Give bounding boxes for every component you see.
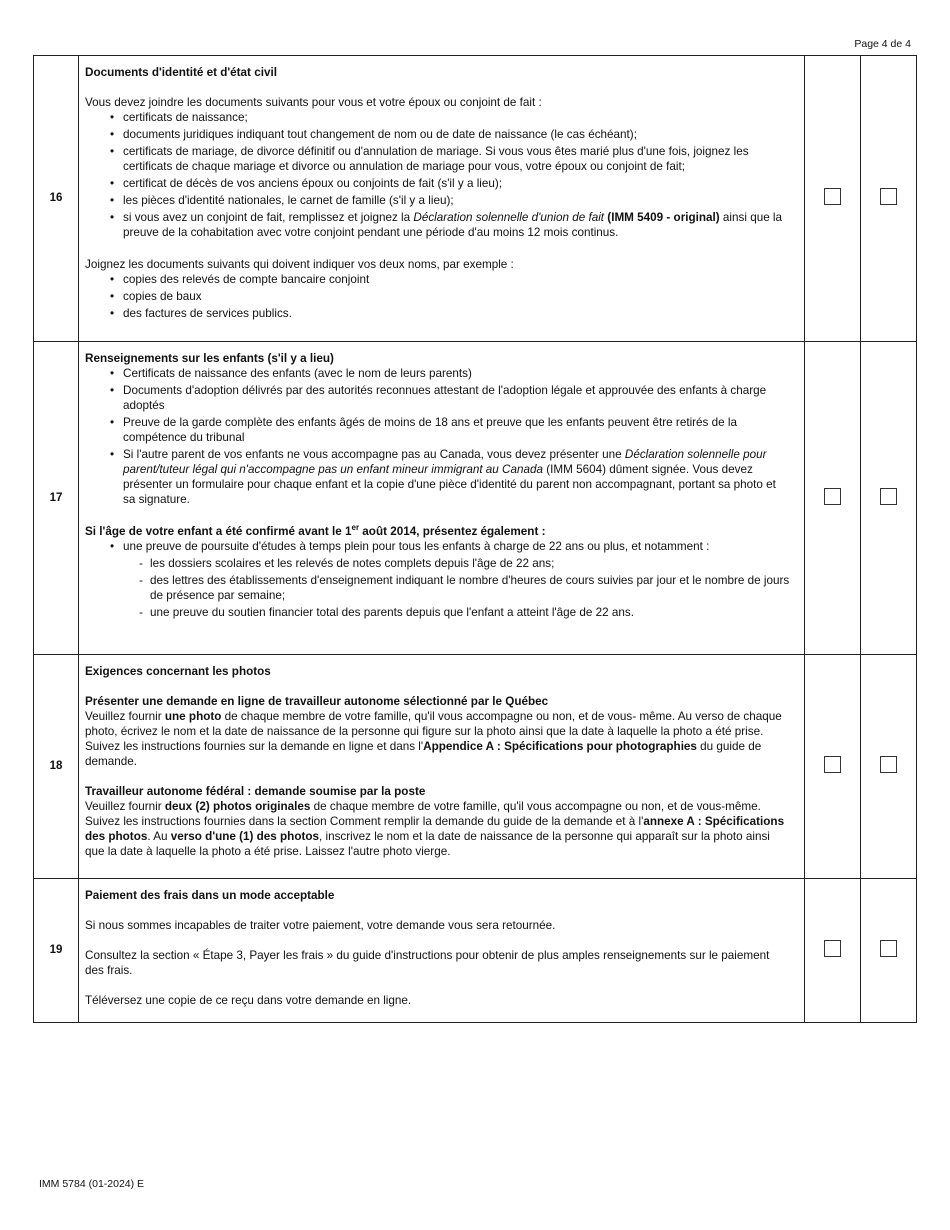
checkbox-cell <box>805 879 861 1023</box>
text-span: (IMM 5604) dûment signée. Vous devez présenter un formulaire pour chaque enfant et la copie d'une pièce d'identité du parent non accompagnant, portant sa photo et sa signature. <box>123 463 776 506</box>
list-item: • Certificats de naissance des enfants (avec le nom de leurs parents) <box>109 366 790 381</box>
bullet-list <box>85 539 790 620</box>
text-span: . Au <box>147 830 171 843</box>
text-span: de chaque membre de votre famille, qu'il vous accompagne ou non, et de vous-même. Suivez les instructions fournies dans la section Comment remplir la demande du guide de la demande et à l' <box>85 800 761 828</box>
checkbox-2[interactable] <box>880 756 897 773</box>
checkbox-2[interactable] <box>880 940 897 957</box>
row-content <box>79 879 805 1023</box>
bold-text: verso d'une (1) des photos <box>170 830 319 843</box>
text-span: , inscrivez le nom et la date de naissance de la personne qui apparaît sur la photo ainsi que la date à laquelle la photo a été prise. Laissez l'autre photo vierge. <box>85 830 770 858</box>
paragraph: Téléversez une copie de ce reçu dans votre demande en ligne. <box>85 994 412 1007</box>
row-number: 16 <box>34 56 79 342</box>
checkbox-cell <box>861 56 917 342</box>
dash-item: - les dossiers scolaires et les relevés de notes complets depuis l'âge de 22 ans; <box>139 556 790 571</box>
row-number: 18 <box>34 655 79 879</box>
list-item <box>109 539 790 620</box>
text-span: une preuve de poursuite d'études à temps plein pour tous les enfants à charge de 22 ans ou plus, et notamment : <box>123 540 710 553</box>
paragraph: Si nous sommes incapables de traiter votre paiement, votre demande vous sera retournée. <box>85 919 556 932</box>
document-checklist-table <box>33 55 917 1023</box>
list-item: • Documents d'adoption délivrés par des autorités reconnues attestant de l'adoption légale et approuvée des enfants à charge adoptés <box>109 383 790 413</box>
paragraph <box>85 799 790 859</box>
checkbox-cell <box>861 879 917 1023</box>
checklist-row-19 <box>34 879 917 1023</box>
list-item <box>109 447 790 507</box>
bullet-list <box>85 272 790 321</box>
list-item <box>109 210 790 240</box>
superscript: er <box>351 523 360 533</box>
text-span: août 2014, présentez également : <box>359 525 546 538</box>
intro-text: Joignez les documents suivants qui doivent indiquer vos deux noms, par exemple : <box>85 258 514 271</box>
checkbox-cell <box>861 655 917 879</box>
bullet-list <box>85 366 790 507</box>
row-number: 19 <box>34 879 79 1023</box>
checkbox-1[interactable] <box>824 188 841 205</box>
checkbox-2[interactable] <box>880 488 897 505</box>
section-title: Paiement des frais dans un mode acceptable <box>85 889 335 902</box>
paragraph <box>85 709 790 769</box>
row-content <box>79 342 805 655</box>
checkbox-cell <box>805 56 861 342</box>
dash-item: - des lettres des établissements d'enseignement indiquant le nombre d'heures de cours suivies par jour et le nombre de jours de présence par semaine; <box>139 573 790 603</box>
form-code: IMM 5784 (01-2024) E <box>39 1178 145 1190</box>
text-span: ainsi que la preuve de la cohabitation avec votre conjoint pendant une période d'au moins 12 mois continus. <box>123 211 783 239</box>
form-code-ref: (IMM 5409 - original) <box>604 211 720 224</box>
list-item: • certificats de naissance; <box>109 110 790 125</box>
list-item: • des factures de services publics. <box>109 306 790 321</box>
dash-item: - une preuve du soutien financier total des parents depuis que l'enfant a atteint l'âge de 22 ans. <box>139 605 790 620</box>
checkbox-1[interactable] <box>824 756 841 773</box>
list-item: • documents juridiques indiquant tout changement de nom ou de date de naissance (le cas échéant); <box>109 127 790 142</box>
section-title: Exigences concernant les photos <box>85 665 271 678</box>
section-title: Documents d'identité et d'état civil <box>85 66 277 79</box>
list-item: • copies de baux <box>109 289 790 304</box>
row-number: 17 <box>34 342 79 655</box>
text-span: si vous avez un conjoint de fait, remplissez et joignez la <box>123 211 414 224</box>
checkbox-cell <box>861 342 917 655</box>
text-span: Veuillez fournir <box>85 800 165 813</box>
page-number: Page 4 de 4 <box>854 38 911 50</box>
list-item: • les pièces d'identité nationales, le carnet de famille (s'il y a lieu); <box>109 193 790 208</box>
checkbox-2[interactable] <box>880 188 897 205</box>
row-content <box>79 655 805 879</box>
text-span: de chaque membre de votre famille, qu'il vous accompagne ou non, et de vous- même. Au verso de chaque photo, écrivez le nom et la date de naissance de la personne qui figure sur la photo ainsi que la date à laquelle la photo a été prise. Suivez les instructions fournies sur la demande en ligne et dans l' <box>85 710 782 753</box>
bold-text: Appendice A : Spécifications pour photographies <box>423 740 697 753</box>
paragraph: Consultez la section « Étape 3, Payer les frais » du guide d'instructions pour obtenir de plus amples renseignements sur le paiement des frais. <box>85 949 770 977</box>
checkbox-1[interactable] <box>824 940 841 957</box>
form-title: Déclaration solennelle d'union de fait <box>413 211 605 224</box>
text-span: Si l'autre parent de vos enfants ne vous accompagne pas au Canada, vous devez présenter une <box>123 448 625 461</box>
text-span: Si l'âge de votre enfant a été confirmé avant le 1 <box>85 525 352 538</box>
subsection-title: Présenter une demande en ligne de travailleur autonome sélectionné par le Québec <box>85 695 549 708</box>
bold-text: une photo <box>164 710 222 723</box>
checkbox-1[interactable] <box>824 488 841 505</box>
form-title: Déclaration solennelle pour parent/tuteur légal qui n'accompagne pas un enfant mineur immigrant au Canada <box>123 448 767 476</box>
age-heading <box>85 524 790 539</box>
list-item: • copies des relevés de compte bancaire conjoint <box>109 272 790 287</box>
checklist-row-17 <box>34 342 917 655</box>
section-title: Renseignements sur les enfants (s'il y a lieu) <box>85 352 334 365</box>
checklist-row-18 <box>34 655 917 879</box>
row-content <box>79 56 805 342</box>
intro-text: Vous devez joindre les documents suivants pour vous et votre époux ou conjoint de fait : <box>85 96 542 109</box>
bullet-list <box>85 110 790 240</box>
dash-list <box>123 556 790 620</box>
checkbox-cell <box>805 655 861 879</box>
list-item: • certificats de mariage, de divorce définitif ou d'annulation de mariage. Si vous vous êtes marié plus d'une fois, joignez les certificats de chaque mariage et divorce ou annulation de mariage pour vous, votre époux ou conjoint de fait; <box>109 144 790 174</box>
bold-text: deux (2) photos originales <box>164 800 311 813</box>
text-span: du guide de demande. <box>85 740 762 768</box>
text-span: Veuillez fournir <box>85 710 165 723</box>
subsection-title: Travailleur autonome fédéral : demande soumise par la poste <box>85 785 426 798</box>
list-item: • certificat de décès de vos anciens époux ou conjoints de fait (s'il y a lieu); <box>109 176 790 191</box>
bold-text: annexe A : Spécifications des photos <box>85 815 785 843</box>
checkbox-cell <box>805 342 861 655</box>
checklist-row-16 <box>34 56 917 342</box>
list-item: • Preuve de la garde complète des enfants âgés de moins de 18 ans et preuve que les enfants peuvent être retirés de la compétence du tribunal <box>109 415 790 445</box>
